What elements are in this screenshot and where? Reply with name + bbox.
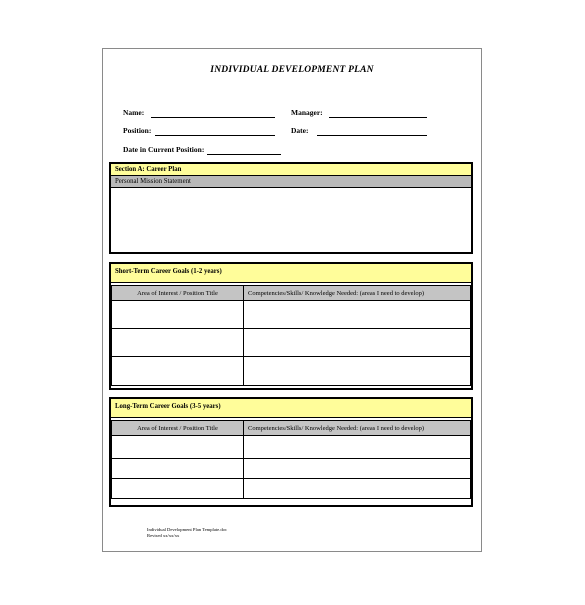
- manager-label: Manager:: [291, 108, 323, 117]
- position-label: Position:: [123, 126, 152, 135]
- table-header-row: [112, 421, 471, 436]
- document-page: [102, 48, 482, 552]
- table-cell[interactable]: [244, 357, 471, 386]
- document-footer: [147, 527, 227, 539]
- table-cell[interactable]: [112, 436, 244, 459]
- column-header-area-of-interest: Area of Interest / Position Title: [112, 286, 244, 301]
- long-term-goals-table: [111, 420, 471, 499]
- short-term-goals-table: [111, 285, 471, 386]
- section-a-box: [109, 162, 473, 254]
- name-field[interactable]: [151, 117, 275, 118]
- document-title: INDIVIDUAL DEVELOPMENT PLAN: [210, 65, 374, 75]
- column-header-competencies: Competencies/Skills/ Knowledge Needed: (areas I need to develop): [244, 286, 471, 301]
- personal-mission-statement-area[interactable]: [111, 188, 471, 252]
- column-header-area-of-interest: Area of Interest / Position Title: [112, 421, 244, 436]
- personal-mission-statement-header: Personal Mission Statement: [111, 176, 471, 188]
- footer-filename: Individual Development Plan Template.doc: [147, 527, 227, 532]
- table-cell[interactable]: [244, 459, 471, 479]
- table-cell[interactable]: [112, 301, 244, 329]
- table-cell[interactable]: [244, 479, 471, 499]
- table-header-row: [112, 286, 471, 301]
- name-label: Name:: [123, 108, 145, 117]
- table-row: [112, 436, 471, 459]
- table-row: [112, 329, 471, 357]
- table-cell[interactable]: [244, 301, 471, 329]
- table-cell[interactable]: [112, 479, 244, 499]
- date-field[interactable]: [317, 135, 427, 136]
- date-label: Date:: [291, 126, 309, 135]
- table-cell[interactable]: [112, 459, 244, 479]
- column-header-competencies: Competencies/Skills/ Knowledge Needed: (areas I need to develop): [244, 421, 471, 436]
- manager-field[interactable]: [329, 117, 427, 118]
- table-cell[interactable]: [112, 329, 244, 357]
- table-row: [112, 479, 471, 499]
- date-in-current-position-field[interactable]: [207, 154, 281, 155]
- short-term-goals-header: Short-Term Career Goals (1-2 years): [111, 264, 471, 283]
- table-row: [112, 301, 471, 329]
- footer-revised: Revised xx/xx/xx: [147, 533, 180, 538]
- table-cell[interactable]: [244, 329, 471, 357]
- table-cell[interactable]: [244, 436, 471, 459]
- table-row: [112, 357, 471, 386]
- table-row: [112, 459, 471, 479]
- long-term-goals-box: [109, 397, 473, 507]
- position-field[interactable]: [155, 135, 275, 136]
- table-cell[interactable]: [112, 357, 244, 386]
- date-in-current-position-label: Date in Current Position:: [123, 145, 205, 154]
- short-term-goals-box: [109, 262, 473, 390]
- section-a-header: Section A: Career Plan: [111, 164, 471, 176]
- long-term-goals-header: Long-Term Career Goals (3-5 years): [111, 399, 471, 418]
